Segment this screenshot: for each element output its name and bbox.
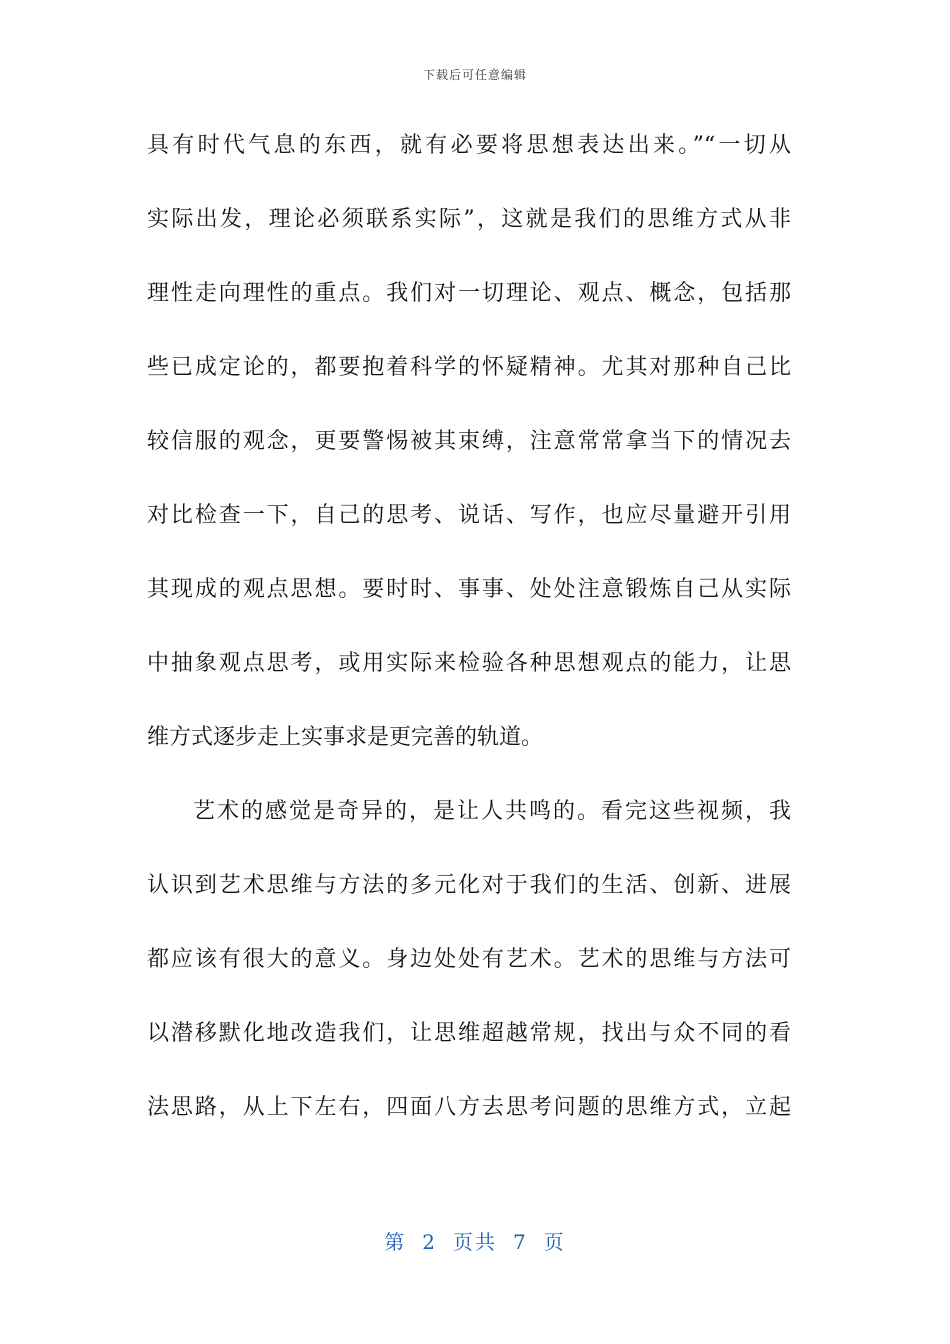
header-text: 下载后可任意编辑: [422, 68, 527, 82]
text-line: 都应该有很大的意义。身边处处有艺术。艺术的思维与方法可: [147, 947, 791, 972]
page-total: 7: [513, 1230, 528, 1254]
footer-suffix: 页: [543, 1230, 566, 1254]
text-line: 对比检查一下，自己的思考、说话、写作，也应尽量避开引用: [147, 503, 791, 528]
paragraph: [147, 792, 791, 1162]
text-line: 认识到艺术思维与方法的多元化对于我们的生活、创新、进展: [147, 873, 791, 898]
text-line: 理性走向理性的重点。我们对一切理论、观点、概念，包括那: [147, 281, 791, 306]
text-line: 实际出发，理论必须联系实际”，这就是我们的思维方式从非: [147, 207, 791, 232]
text-line: 艺术的感觉是奇异的，是让人共鸣的。看完这些视频，我: [193, 799, 791, 824]
page-number: 2: [422, 1230, 437, 1254]
page-header: [0, 66, 950, 83]
document-body: [147, 126, 791, 1162]
text-line: 法思路，从上下左右，四面八方去思考问题的思维方式，立起: [147, 1095, 791, 1120]
text-line: 维方式逐步走上实事求是更完善的轨道。: [147, 725, 544, 750]
paragraph: [147, 126, 791, 792]
text-line: 具有时代气息的东西，就有必要将思想表达出来。”“一切从: [147, 133, 791, 158]
text-line: 些已成定论的，都要抱着科学的怀疑精神。尤其对那种自己比: [147, 355, 791, 380]
footer-prefix: 第: [384, 1230, 407, 1254]
footer-middle: 页共: [453, 1230, 497, 1254]
text-line: 以潜移默化地改造我们，让思维超越常规，找出与众不同的看: [147, 1021, 791, 1046]
text-line: 其现成的观点思想。要时时、事事、处处注意锻炼自己从实际: [147, 577, 791, 602]
text-line: 中抽象观点思考，或用实际来检验各种思想观点的能力，让思: [147, 651, 791, 676]
page-footer: [0, 1226, 950, 1255]
text-line: 较信服的观念，更要警惕被其束缚，注意常常拿当下的情况去: [147, 429, 791, 454]
